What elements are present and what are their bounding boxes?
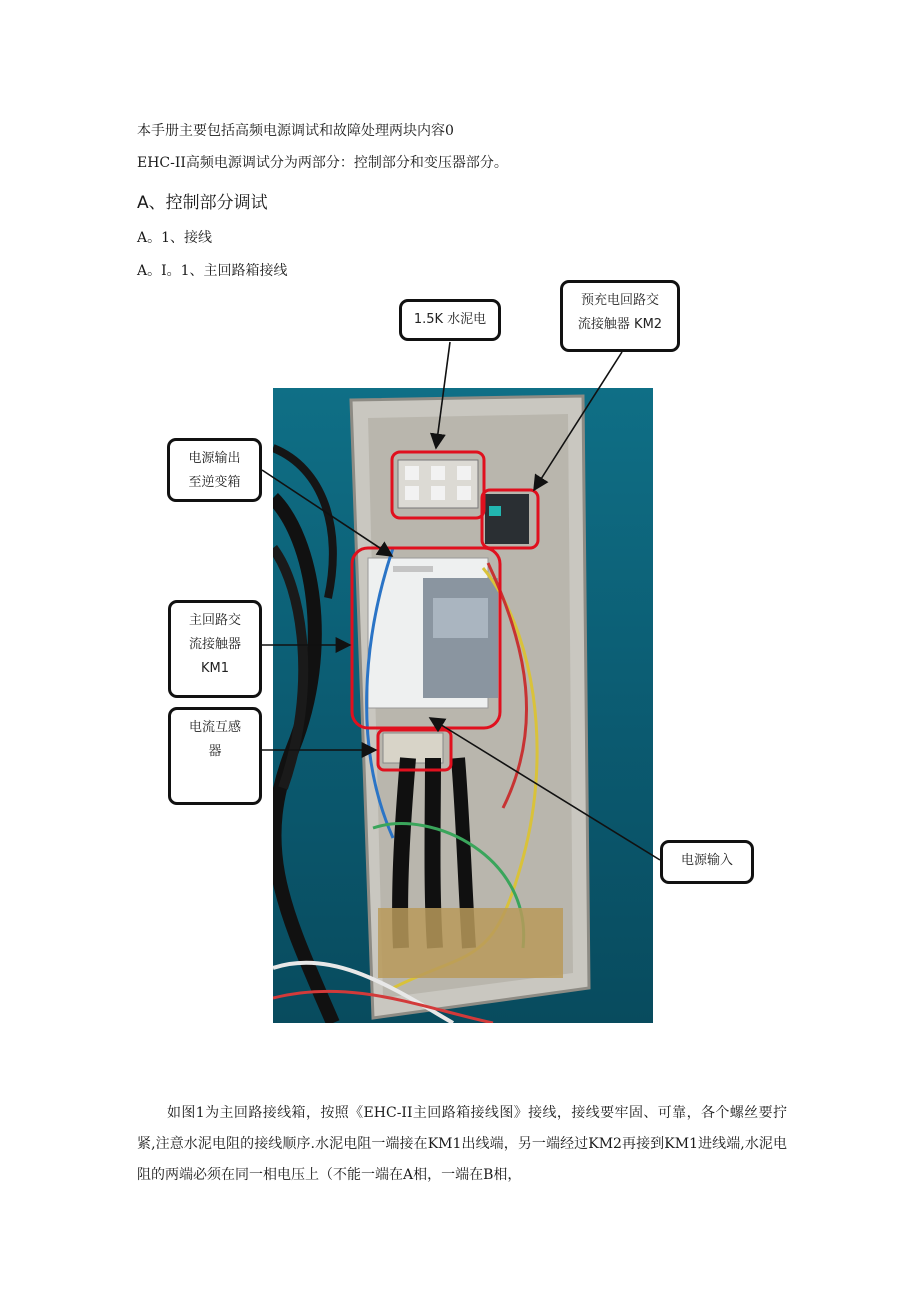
callout-ct-line-1: 电流互感 — [188, 720, 241, 735]
section-heading: A、控制部分调试 — [137, 193, 268, 213]
callout-precharge-contactor-km2 — [560, 280, 680, 352]
callout-power-input-text: 电源输入 — [680, 853, 733, 868]
callout-power-output — [167, 438, 262, 502]
callout-cement-resistor-text: 1.5K 水泥电 — [413, 312, 487, 327]
callout-output-line-1: 电源输出 — [188, 451, 241, 466]
callout-ct-line-2: 器 — [208, 744, 222, 759]
main-circuit-box-photo — [273, 388, 653, 1023]
intro-line-1: 本手册主要包括高频电源调试和故障处理两块内容0 — [137, 123, 454, 139]
intro-line-2: EHC-II高频电源调试分为两部分：控制部分和变压器部分。 — [137, 155, 508, 171]
callout-main-contactor-km1 — [168, 600, 262, 698]
callout-output-line-2: 至逆变箱 — [188, 475, 241, 490]
body-paragraph: 如图1为主回路接线箱，按照《EHC-II主回路箱接线图》接线，接线要牢固、可靠，各个螺丝要拧紧,注意水泥电阻的接线顺序.水泥电阻一端接在KM1出线端，另一端经过KM2再接到KM1进线端,水泥电阻的两端必须在同一相电压上（不能一端在A相，一端在B相， — [137, 1105, 787, 1183]
callout-km1-line-1: 主回路交 — [188, 613, 241, 628]
callout-km1-line-2: 流接触器 — [188, 637, 241, 652]
callout-km2-line-1: 预充电回路交 — [580, 293, 659, 308]
box-photo-drawing — [273, 388, 653, 1023]
callout-cement-resistor — [399, 299, 501, 341]
subheading-main-box-wiring: A。I。1、主回路箱接线 — [137, 263, 288, 279]
callout-power-input — [660, 840, 754, 884]
callout-current-transformer — [168, 707, 262, 805]
callout-km1-line-3: KM1 — [200, 661, 229, 676]
subheading-wiring: A。1、接线 — [137, 230, 213, 246]
callout-km2-line-2: 流接触器 KM2 — [577, 317, 663, 332]
